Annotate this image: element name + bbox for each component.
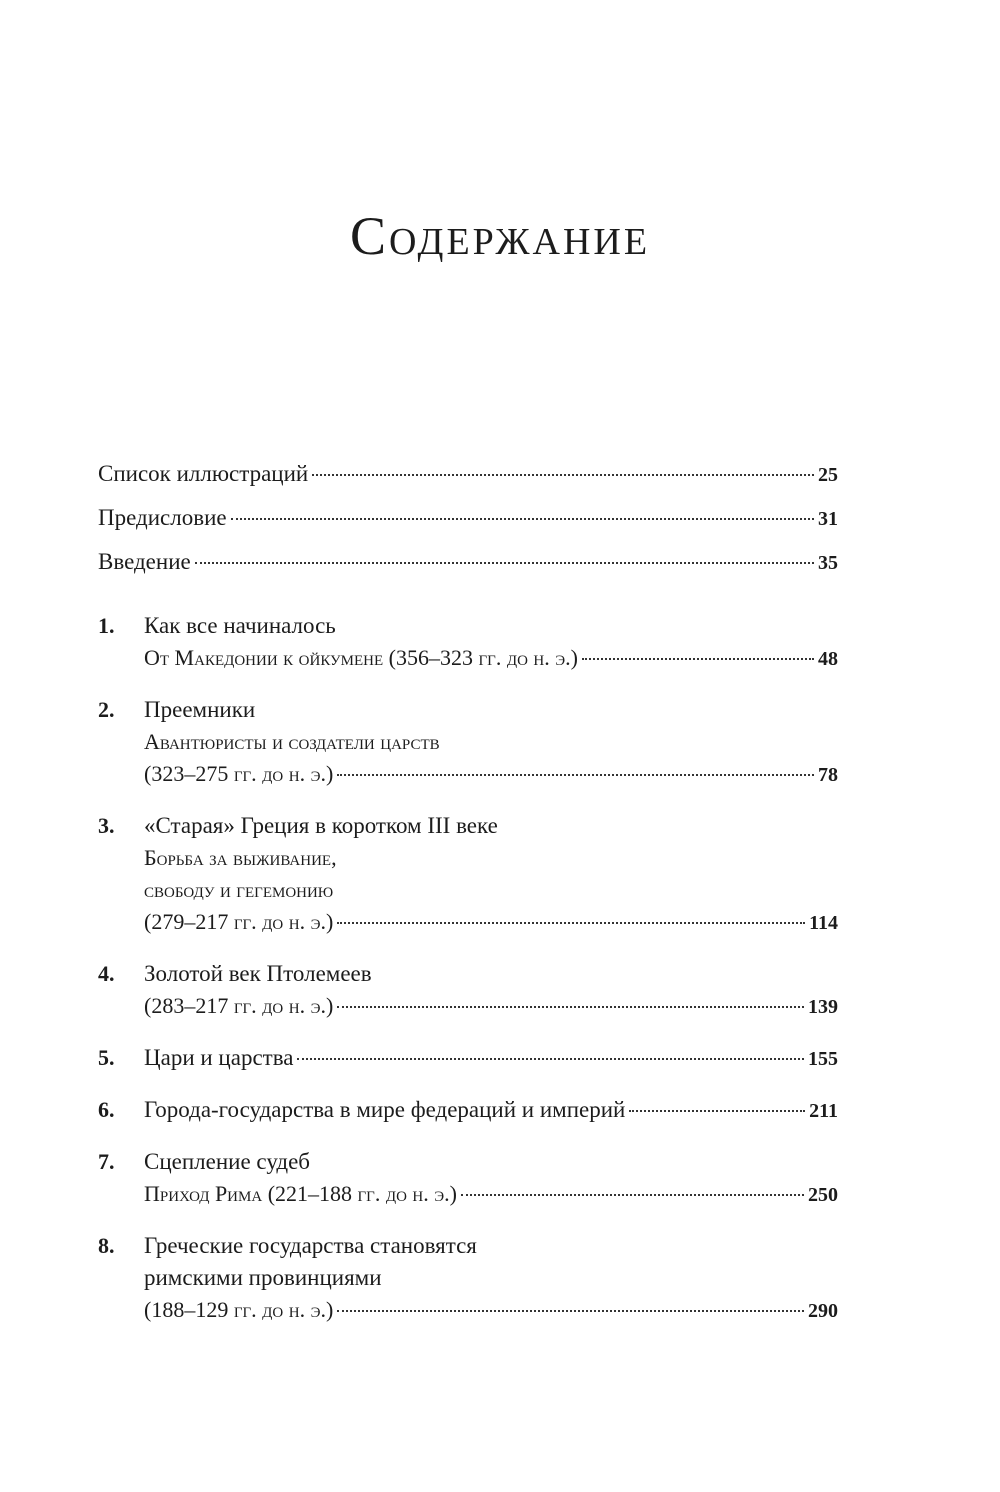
chapter-subtitle: свободу и гегемонию <box>144 877 334 902</box>
dot-leader <box>629 1110 805 1112</box>
chapter-title: «Старая» Греция в коротком III веке <box>144 813 498 838</box>
chapter-title: Цари и царства <box>144 1045 294 1070</box>
chapter-title: Как все начиналось <box>144 613 336 638</box>
dot-leader <box>582 658 814 660</box>
chapter-number: 8. <box>98 1233 115 1258</box>
dot-leader <box>297 1058 804 1060</box>
chapter-dates: (279–217 гг. до н. э.) <box>144 909 334 934</box>
page-number: 211 <box>809 1100 838 1122</box>
dot-leader <box>195 562 814 564</box>
chapter-number: 6. <box>98 1097 115 1122</box>
chapter-number: 1. <box>98 613 115 638</box>
chapter-subtitle: От Македонии к ойкумене (356–323 гг. до н. э.) <box>144 645 578 670</box>
chapter-subtitle: Приход Рима (221–188 гг. до н. э.) <box>144 1181 457 1206</box>
chapter-subtitle: Борьба за выживание, <box>144 845 337 870</box>
toc-entry-illustrations[interactable] <box>98 458 838 490</box>
page-title: Содержание <box>349 206 651 266</box>
dot-leader <box>337 922 805 924</box>
toc-chapter-8[interactable] <box>98 1230 838 1326</box>
toc-chapter-7[interactable] <box>98 1146 838 1210</box>
chapter-number: 5. <box>98 1045 115 1070</box>
chapter-title: Греческие государства становятся <box>144 1233 477 1258</box>
chapter-number: 4. <box>98 961 115 986</box>
page-number: 155 <box>808 1048 838 1070</box>
toc-chapter-5[interactable] <box>98 1042 838 1074</box>
page-number: 78 <box>818 764 838 786</box>
page-number: 139 <box>808 996 838 1018</box>
chapter-dates: (323–275 гг. до н. э.) <box>144 761 334 786</box>
page-number: 48 <box>818 648 838 670</box>
page-number: 290 <box>808 1300 838 1322</box>
dot-leader <box>461 1194 804 1196</box>
chapter-number: 7. <box>98 1149 115 1174</box>
toc-chapter-6[interactable] <box>98 1094 838 1126</box>
chapter-dates: (188–129 гг. до н. э.) <box>144 1297 334 1322</box>
toc-chapter-4[interactable] <box>98 958 838 1022</box>
page-number: 114 <box>809 912 838 934</box>
chapter-title: Города-государства в мире федераций и империй <box>144 1097 626 1122</box>
toc-chapter-1[interactable] <box>98 610 838 674</box>
toc-chapter-2[interactable] <box>98 694 838 790</box>
chapter-title: римскими провинциями <box>144 1265 382 1290</box>
chapter-number: 2. <box>98 697 115 722</box>
table-of-contents <box>98 458 838 1326</box>
chapter-title: Преемники <box>144 697 256 722</box>
page-number: 35 <box>818 552 838 574</box>
page-number: 31 <box>818 508 838 530</box>
dot-leader <box>337 1006 804 1008</box>
dot-leader <box>312 474 814 476</box>
dot-leader <box>337 774 814 776</box>
chapter-number: 3. <box>98 813 115 838</box>
toc-chapter-3[interactable] <box>98 810 838 938</box>
chapter-subtitle: Авантюристы и создатели царств <box>144 729 440 754</box>
toc-entry-preface[interactable] <box>98 502 838 534</box>
dot-leader <box>231 518 814 520</box>
dot-leader <box>337 1310 804 1312</box>
chapter-title: Сцепление судеб <box>144 1149 310 1174</box>
toc-entry-label: Предисловие <box>98 505 227 530</box>
chapter-dates: (283–217 гг. до н. э.) <box>144 993 334 1018</box>
chapter-title: Золотой век Птолемеев <box>144 961 372 986</box>
toc-entry-label: Список иллюстраций <box>98 461 309 486</box>
toc-entry-label: Введение <box>98 549 191 574</box>
toc-entry-introduction[interactable] <box>98 546 838 578</box>
page-number: 25 <box>818 464 838 486</box>
page-number: 250 <box>808 1184 838 1206</box>
